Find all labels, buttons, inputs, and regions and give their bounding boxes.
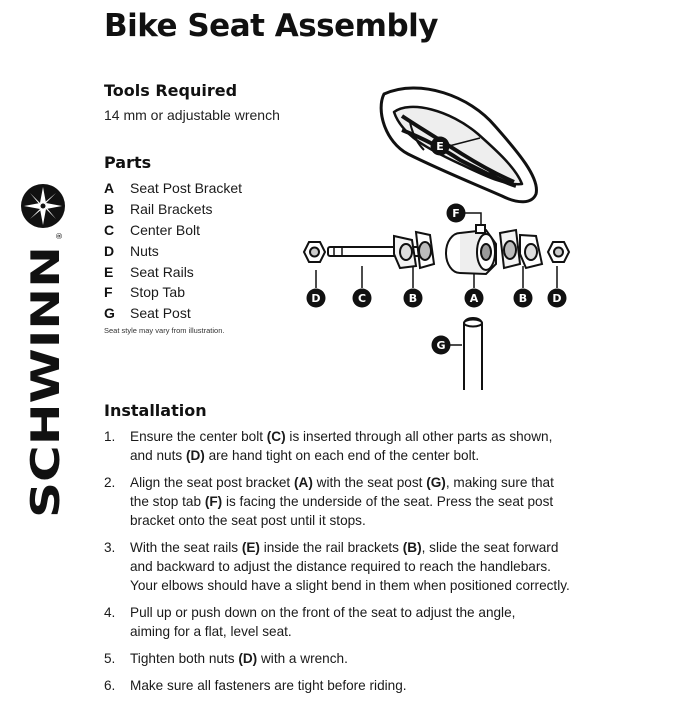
- label-b: B: [518, 292, 528, 305]
- step-number: 1.: [104, 429, 116, 444]
- brand-compass-icon: [21, 184, 65, 228]
- step-number: 4.: [104, 605, 116, 620]
- label-d: D: [311, 292, 321, 305]
- parts-list: [104, 178, 242, 324]
- label-e: E: [436, 140, 444, 153]
- right-nut-illustration: [548, 242, 569, 262]
- label-badge-c: [353, 289, 372, 308]
- label-badge-g: [432, 336, 451, 355]
- step-item: [104, 427, 570, 465]
- step-number: 2.: [104, 475, 116, 490]
- step-text: With the seat rails (E) inside the rail brackets (B), slide the seat forward and backward to adjust the distance required to reach the handlebars. Your elbows should have a slight bend in them when positioned correctly.: [130, 540, 570, 593]
- part-item: [104, 261, 242, 282]
- installation-heading: Installation: [104, 401, 207, 420]
- part-name: Seat Post: [130, 305, 191, 322]
- part-letter: B: [104, 201, 115, 218]
- part-letter: A: [104, 180, 115, 197]
- seat-post-illustration: [464, 318, 482, 390]
- part-name: Seat Rails: [130, 263, 194, 280]
- step-text: Pull up or push down on the front of the seat to adjust the angle, aiming for a flat, level seat.: [130, 605, 516, 639]
- assembly-diagram: [290, 70, 590, 390]
- label-badge-e: [431, 137, 450, 156]
- part-item: [104, 178, 242, 199]
- label-b: B: [408, 292, 418, 305]
- part-item: [104, 240, 242, 261]
- label-f: F: [452, 207, 460, 220]
- right-rail-brackets-illustration: [500, 230, 542, 268]
- brand-registered-mark: ®: [55, 232, 64, 240]
- seat-style-note: Seat style may vary from illustration.: [104, 326, 225, 335]
- label-badge-b-left: [404, 289, 423, 308]
- label-a: A: [469, 292, 479, 305]
- part-item: [104, 199, 242, 220]
- step-text: Make sure all fasteners are tight before riding.: [130, 678, 407, 693]
- label-badge-a: [465, 289, 484, 308]
- part-name: Seat Post Bracket: [130, 180, 243, 197]
- seat-post-bracket-illustration: [446, 225, 496, 274]
- label-badge-d-left: [307, 289, 326, 308]
- schwinn-logo: [14, 178, 72, 523]
- brand-wordmark: SCHWINN: [24, 305, 69, 518]
- step-text: Ensure the center bolt (C) is inserted through all other parts as shown, and nuts (D) are hand tight on each end of the center bolt.: [130, 429, 553, 463]
- label-d: D: [552, 292, 562, 305]
- step-text: Tighten both nuts (D) with a wrench.: [130, 651, 348, 666]
- part-name: Stop Tab: [130, 284, 186, 301]
- part-letter: D: [104, 242, 115, 259]
- label-badge-b-right: [514, 289, 533, 308]
- page-title: Bike Seat Assembly: [104, 8, 438, 44]
- tools-text: 14 mm or adjustable wrench: [104, 107, 280, 123]
- part-letter: F: [104, 284, 113, 301]
- step-item: [104, 649, 570, 668]
- parts-heading: Parts: [104, 153, 152, 172]
- part-name: Center Bolt: [130, 221, 201, 238]
- step-item: [104, 538, 570, 595]
- step-item: [104, 603, 570, 641]
- left-nut-illustration: [304, 242, 325, 262]
- part-letter: E: [104, 263, 114, 280]
- part-letter: G: [104, 305, 115, 322]
- step-number: 5.: [104, 651, 116, 666]
- label-badge-f: [447, 204, 466, 223]
- label-c: C: [357, 292, 367, 305]
- part-name: Rail Brackets: [130, 201, 213, 218]
- left-rail-brackets-illustration: [394, 232, 434, 268]
- step-text: Align the seat post bracket (A) with the seat post (G), making sure that the stop tab (F) is facing the underside of the seat. Press the seat post bracket onto the seat post until it stops.: [130, 475, 554, 528]
- label-g: G: [436, 339, 446, 352]
- part-name: Nuts: [130, 242, 159, 259]
- step-number: 6.: [104, 678, 116, 693]
- step-item: [104, 473, 570, 530]
- label-badge-d-right: [548, 289, 567, 308]
- tools-heading: Tools Required: [104, 81, 238, 100]
- part-item: [104, 282, 242, 303]
- part-item: [104, 220, 242, 241]
- installation-steps: [104, 427, 570, 703]
- part-letter: C: [104, 221, 115, 238]
- step-item: [104, 676, 570, 695]
- seat-illustration: [381, 88, 536, 202]
- step-number: 3.: [104, 540, 116, 555]
- part-item: [104, 303, 242, 324]
